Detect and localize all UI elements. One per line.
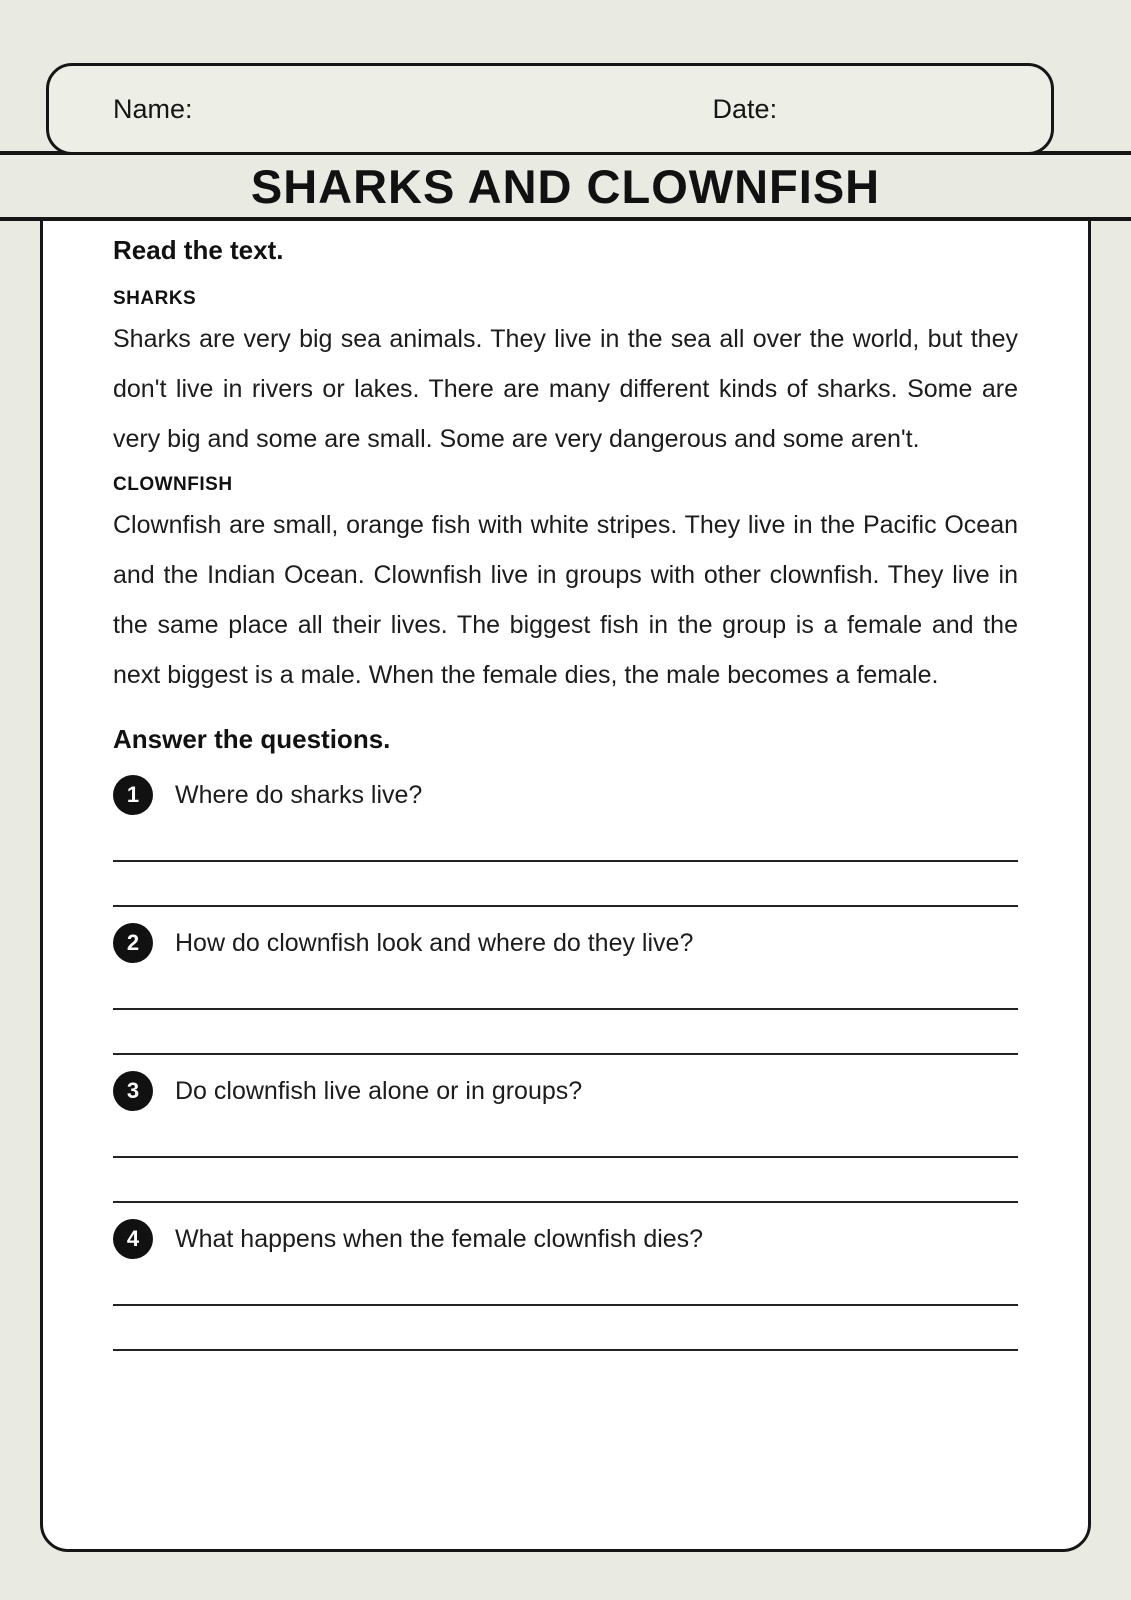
- section-heading-clownfish: CLOWNFISH: [113, 474, 233, 495]
- name-date-box: [46, 63, 1054, 155]
- question-text: What happens when the female clownfish dies?: [175, 1224, 704, 1253]
- question-number-badge: 1: [113, 775, 153, 815]
- question-block-1: [113, 773, 1018, 907]
- read-instruction: Read the text.: [113, 235, 284, 265]
- question-text: Where do sharks live?: [175, 780, 423, 809]
- question-number-badge: 4: [113, 1219, 153, 1259]
- answer-instruction: Answer the questions.: [113, 724, 391, 754]
- question-number-badge: 3: [113, 1071, 153, 1111]
- answer-line[interactable]: [113, 1263, 1018, 1306]
- worksheet-title: SHARKS AND CLOWNFISH: [250, 159, 881, 213]
- date-write-area[interactable]: [777, 83, 987, 135]
- answer-line[interactable]: [113, 1010, 1018, 1055]
- answer-line[interactable]: [113, 819, 1018, 862]
- section-text-sharks: Sharks are very big sea animals. They live in the sea all over the world, but they don't live in rivers or lakes. There are many different kinds of sharks. Some are very big and some are small. Some are very dangerous and some aren't.: [113, 325, 1018, 453]
- section-clownfish: [113, 474, 1018, 700]
- name-label: Name:: [113, 93, 193, 124]
- name-write-area[interactable]: [193, 83, 713, 135]
- answer-line[interactable]: [113, 1115, 1018, 1158]
- question-block-3: [113, 1069, 1018, 1203]
- answer-line[interactable]: [113, 862, 1018, 907]
- answer-line[interactable]: [113, 1306, 1018, 1351]
- question-text: How do clownfish look and where do they live?: [175, 928, 694, 957]
- question-number-badge: 2: [113, 923, 153, 963]
- section-sharks: [113, 288, 1018, 464]
- date-label: Date:: [712, 93, 778, 124]
- question-block-2: [113, 921, 1018, 1055]
- question-text: Do clownfish live alone or in groups?: [175, 1076, 583, 1105]
- section-heading-sharks: SHARKS: [113, 288, 197, 309]
- answer-line[interactable]: [113, 967, 1018, 1010]
- question-block-4: [113, 1217, 1018, 1351]
- section-text-clownfish: Clownfish are small, orange fish with white stripes. They live in the Pacific Ocean and the Indian Ocean. Clownfish live in groups with other clownfish. They live in the same place all their lives. The biggest fish in the group is a female and the next biggest is a male. When the female dies, the male becomes a female.: [113, 511, 1018, 689]
- worksheet-body: [40, 158, 1091, 1552]
- answer-line[interactable]: [113, 1158, 1018, 1203]
- title-banner: [0, 151, 1131, 221]
